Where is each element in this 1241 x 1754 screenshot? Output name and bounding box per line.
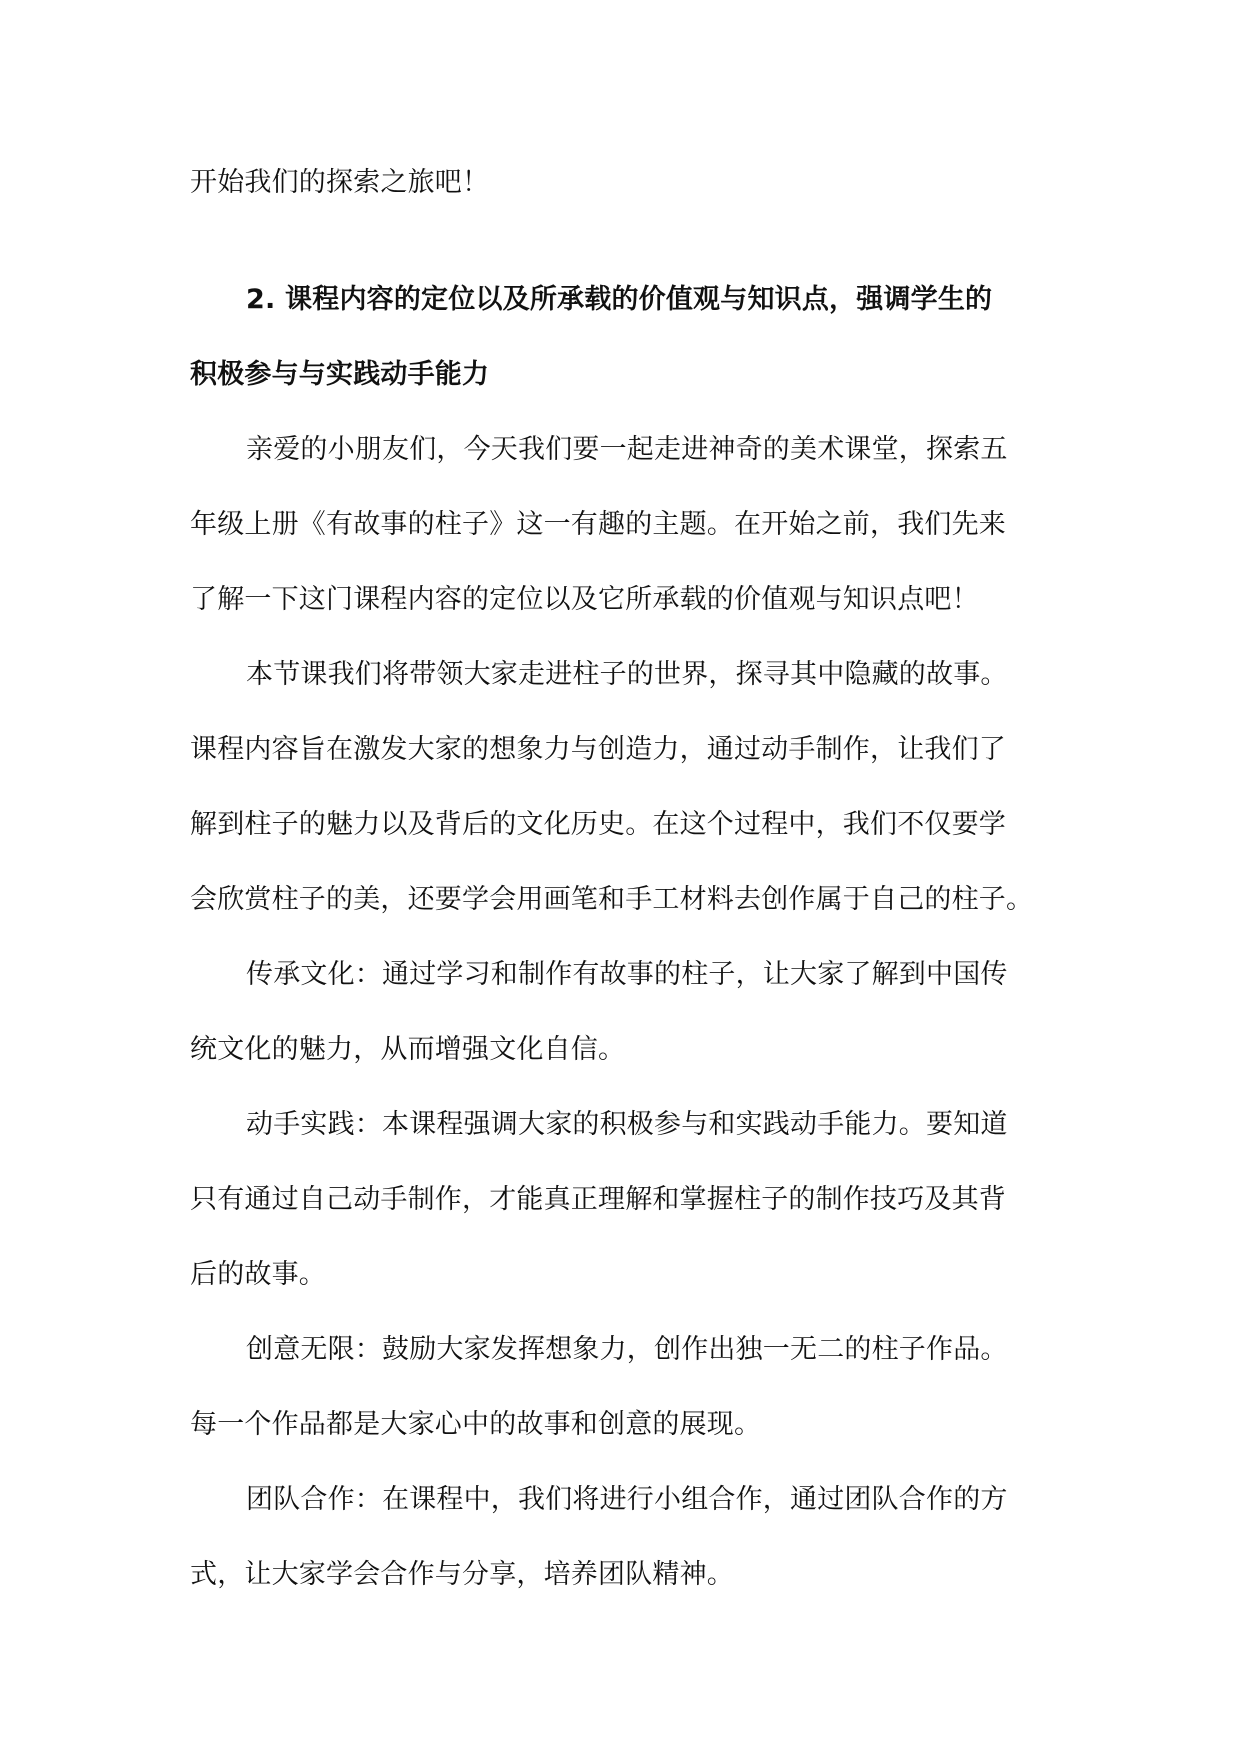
paragraph-line: 创意无限：鼓励大家发挥想象力，创作出独一无二的柱子作品。 bbox=[246, 1334, 1008, 1365]
paragraph-line: 年级上册《有故事的柱子》这一有趣的主题。在开始之前，我们先来 bbox=[190, 509, 1006, 540]
paragraph-line: 课程内容旨在激发大家的想象力与创造力，通过动手制作，让我们了 bbox=[190, 734, 1006, 765]
paragraph-line: 每一个作品都是大家心中的故事和创意的展现。 bbox=[190, 1409, 762, 1440]
section-heading-line-1: 2. 课程内容的定位以及所承载的价值观与知识点，强调学生的 bbox=[246, 284, 993, 315]
paragraph-1 bbox=[190, 412, 1050, 637]
paragraph-line: 本节课我们将带领大家走进柱子的世界，探寻其中隐藏的故事。 bbox=[246, 659, 1008, 690]
paragraph-teamwork bbox=[190, 1462, 1050, 1612]
paragraph-line: 动手实践：本课程强调大家的积极参与和实践动手能力。要知道 bbox=[246, 1109, 1008, 1140]
paragraph-line: 会欣赏柱子的美，还要学会用画笔和手工材料去创作属于自己的柱子。 bbox=[190, 884, 1034, 915]
paragraph-line: 了解一下这门课程内容的定位以及它所承载的价值观与知识点吧！ bbox=[190, 584, 979, 615]
document-body bbox=[190, 145, 1050, 1612]
paragraph-line: 只有通过自己动手制作，才能真正理解和掌握柱子的制作技巧及其背 bbox=[190, 1184, 1006, 1215]
paragraph-culture bbox=[190, 937, 1050, 1087]
paragraph-line: 解到柱子的魅力以及背后的文化历史。在这个过程中，我们不仅要学 bbox=[190, 809, 1006, 840]
paragraph-line: 亲爱的小朋友们，今天我们要一起走进神奇的美术课堂，探索五 bbox=[246, 434, 1008, 465]
paragraph-line: 传承文化：通过学习和制作有故事的柱子，让大家了解到中国传 bbox=[246, 959, 1008, 990]
intro-tail-text: 开始我们的探索之旅吧！ bbox=[190, 167, 490, 198]
paragraph-2 bbox=[190, 637, 1050, 937]
paragraph-creativity bbox=[190, 1312, 1050, 1462]
paragraph-line: 后的故事。 bbox=[190, 1259, 326, 1290]
paragraph-line: 式，让大家学会合作与分享，培养团队精神。 bbox=[190, 1559, 734, 1590]
section-heading-line-2: 积极参与与实践动手能力 bbox=[190, 359, 490, 390]
paragraph-line: 统文化的魅力，从而增强文化自信。 bbox=[190, 1034, 626, 1065]
paragraph-line: 团队合作：在课程中，我们将进行小组合作，通过团队合作的方 bbox=[246, 1484, 1008, 1515]
paragraph-practice bbox=[190, 1087, 1050, 1312]
spacer bbox=[190, 220, 1050, 262]
